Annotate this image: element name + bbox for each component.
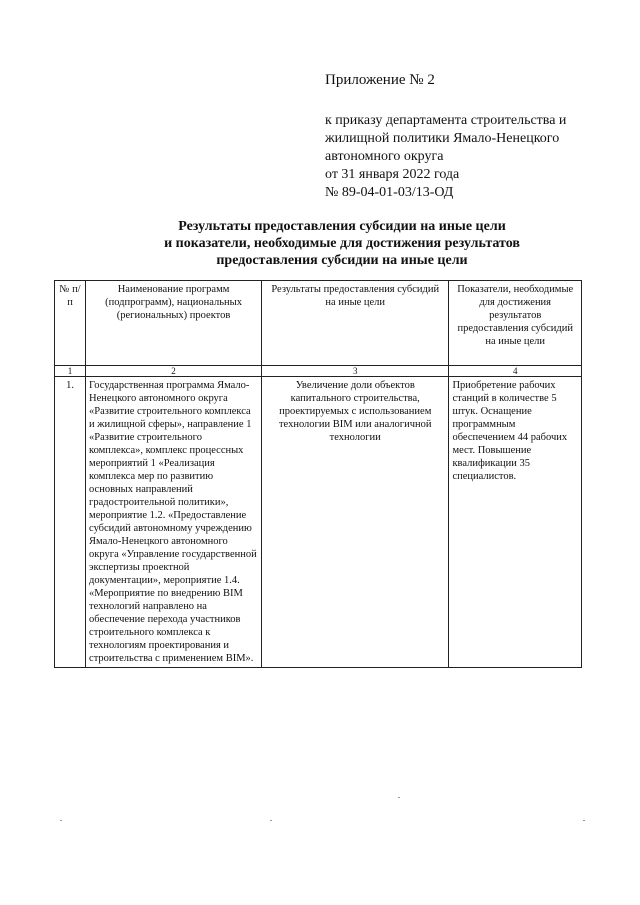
- header-program: Наименование программ (подпрограмм), национальных (региональных) проектов: [86, 281, 262, 366]
- order-line: автономного округа: [325, 149, 444, 164]
- appendix-block: [325, 70, 625, 202]
- table-header-row: [55, 281, 582, 366]
- column-number: 3: [262, 366, 449, 377]
- header-num: № п/п: [55, 281, 86, 366]
- column-number: 1: [55, 366, 86, 377]
- scan-speck: [60, 820, 62, 821]
- column-number-row: [55, 366, 582, 377]
- column-number: 4: [449, 366, 582, 377]
- row-number: 1.: [55, 377, 86, 668]
- header-result: Результаты предоставления субсидий на иные цели: [262, 281, 449, 366]
- appendix-title: Приложение № 2: [325, 72, 435, 88]
- row-result: Увеличение доли объектов капитального строительства, проектируемых с использованием технологии BIM или аналогичной технологии: [262, 377, 449, 668]
- heading-line: Результаты предоставления субсидии на иные цели: [178, 219, 506, 234]
- order-date: от 31 января 2022 года: [325, 167, 460, 182]
- scan-speck: [583, 820, 585, 821]
- row-program: Государственная программа Ямало-Ненецкого автономного округа «Развитие строительного комплекса и жилищной сферы», направление 1 «Развитие строительного комплекса», комплекс процессных мероприятий 1 «Реализация комплекса мер по развитию основных направлений градостроительной политики», мероприятие 1.2. «Предоставление субсидий автономному учреждению Ямало-Ненецкого автономного округа «Управление государственной экспертизы проектной документации», мероприятие 1.4. «Мероприятие по внедрению BIM технологий направлено на обеспечение перехода участников строительного комплекса к технологиям проектирования и строительства с применением BIM».: [86, 377, 262, 668]
- results-table: [54, 280, 582, 668]
- order-number: № 89-04-01-03/13-ОД: [325, 185, 454, 200]
- scan-speck: [270, 820, 272, 821]
- heading-line: предоставления субсидии на иные цели: [216, 253, 468, 268]
- table-row: [55, 377, 582, 668]
- order-line: жилищной политики Ямало-Ненецкого: [325, 131, 560, 146]
- order-reference: [325, 112, 625, 202]
- order-line: к приказу департамента строительства и: [325, 113, 567, 128]
- document-heading: [110, 218, 574, 269]
- row-indicators: Приобретение рабочих станций в количестве 5 штук. Оснащение программным обеспечением 44 рабочих мест. Повышение квалификации 35 специалистов.: [449, 377, 582, 668]
- column-number: 2: [86, 366, 262, 377]
- heading-line: и показатели, необходимые для достижения результатов: [164, 236, 520, 251]
- scan-speck: [398, 797, 400, 798]
- header-indicators: Показатели, необходимые для достижения результатов предоставления субсидий на иные цели: [449, 281, 582, 366]
